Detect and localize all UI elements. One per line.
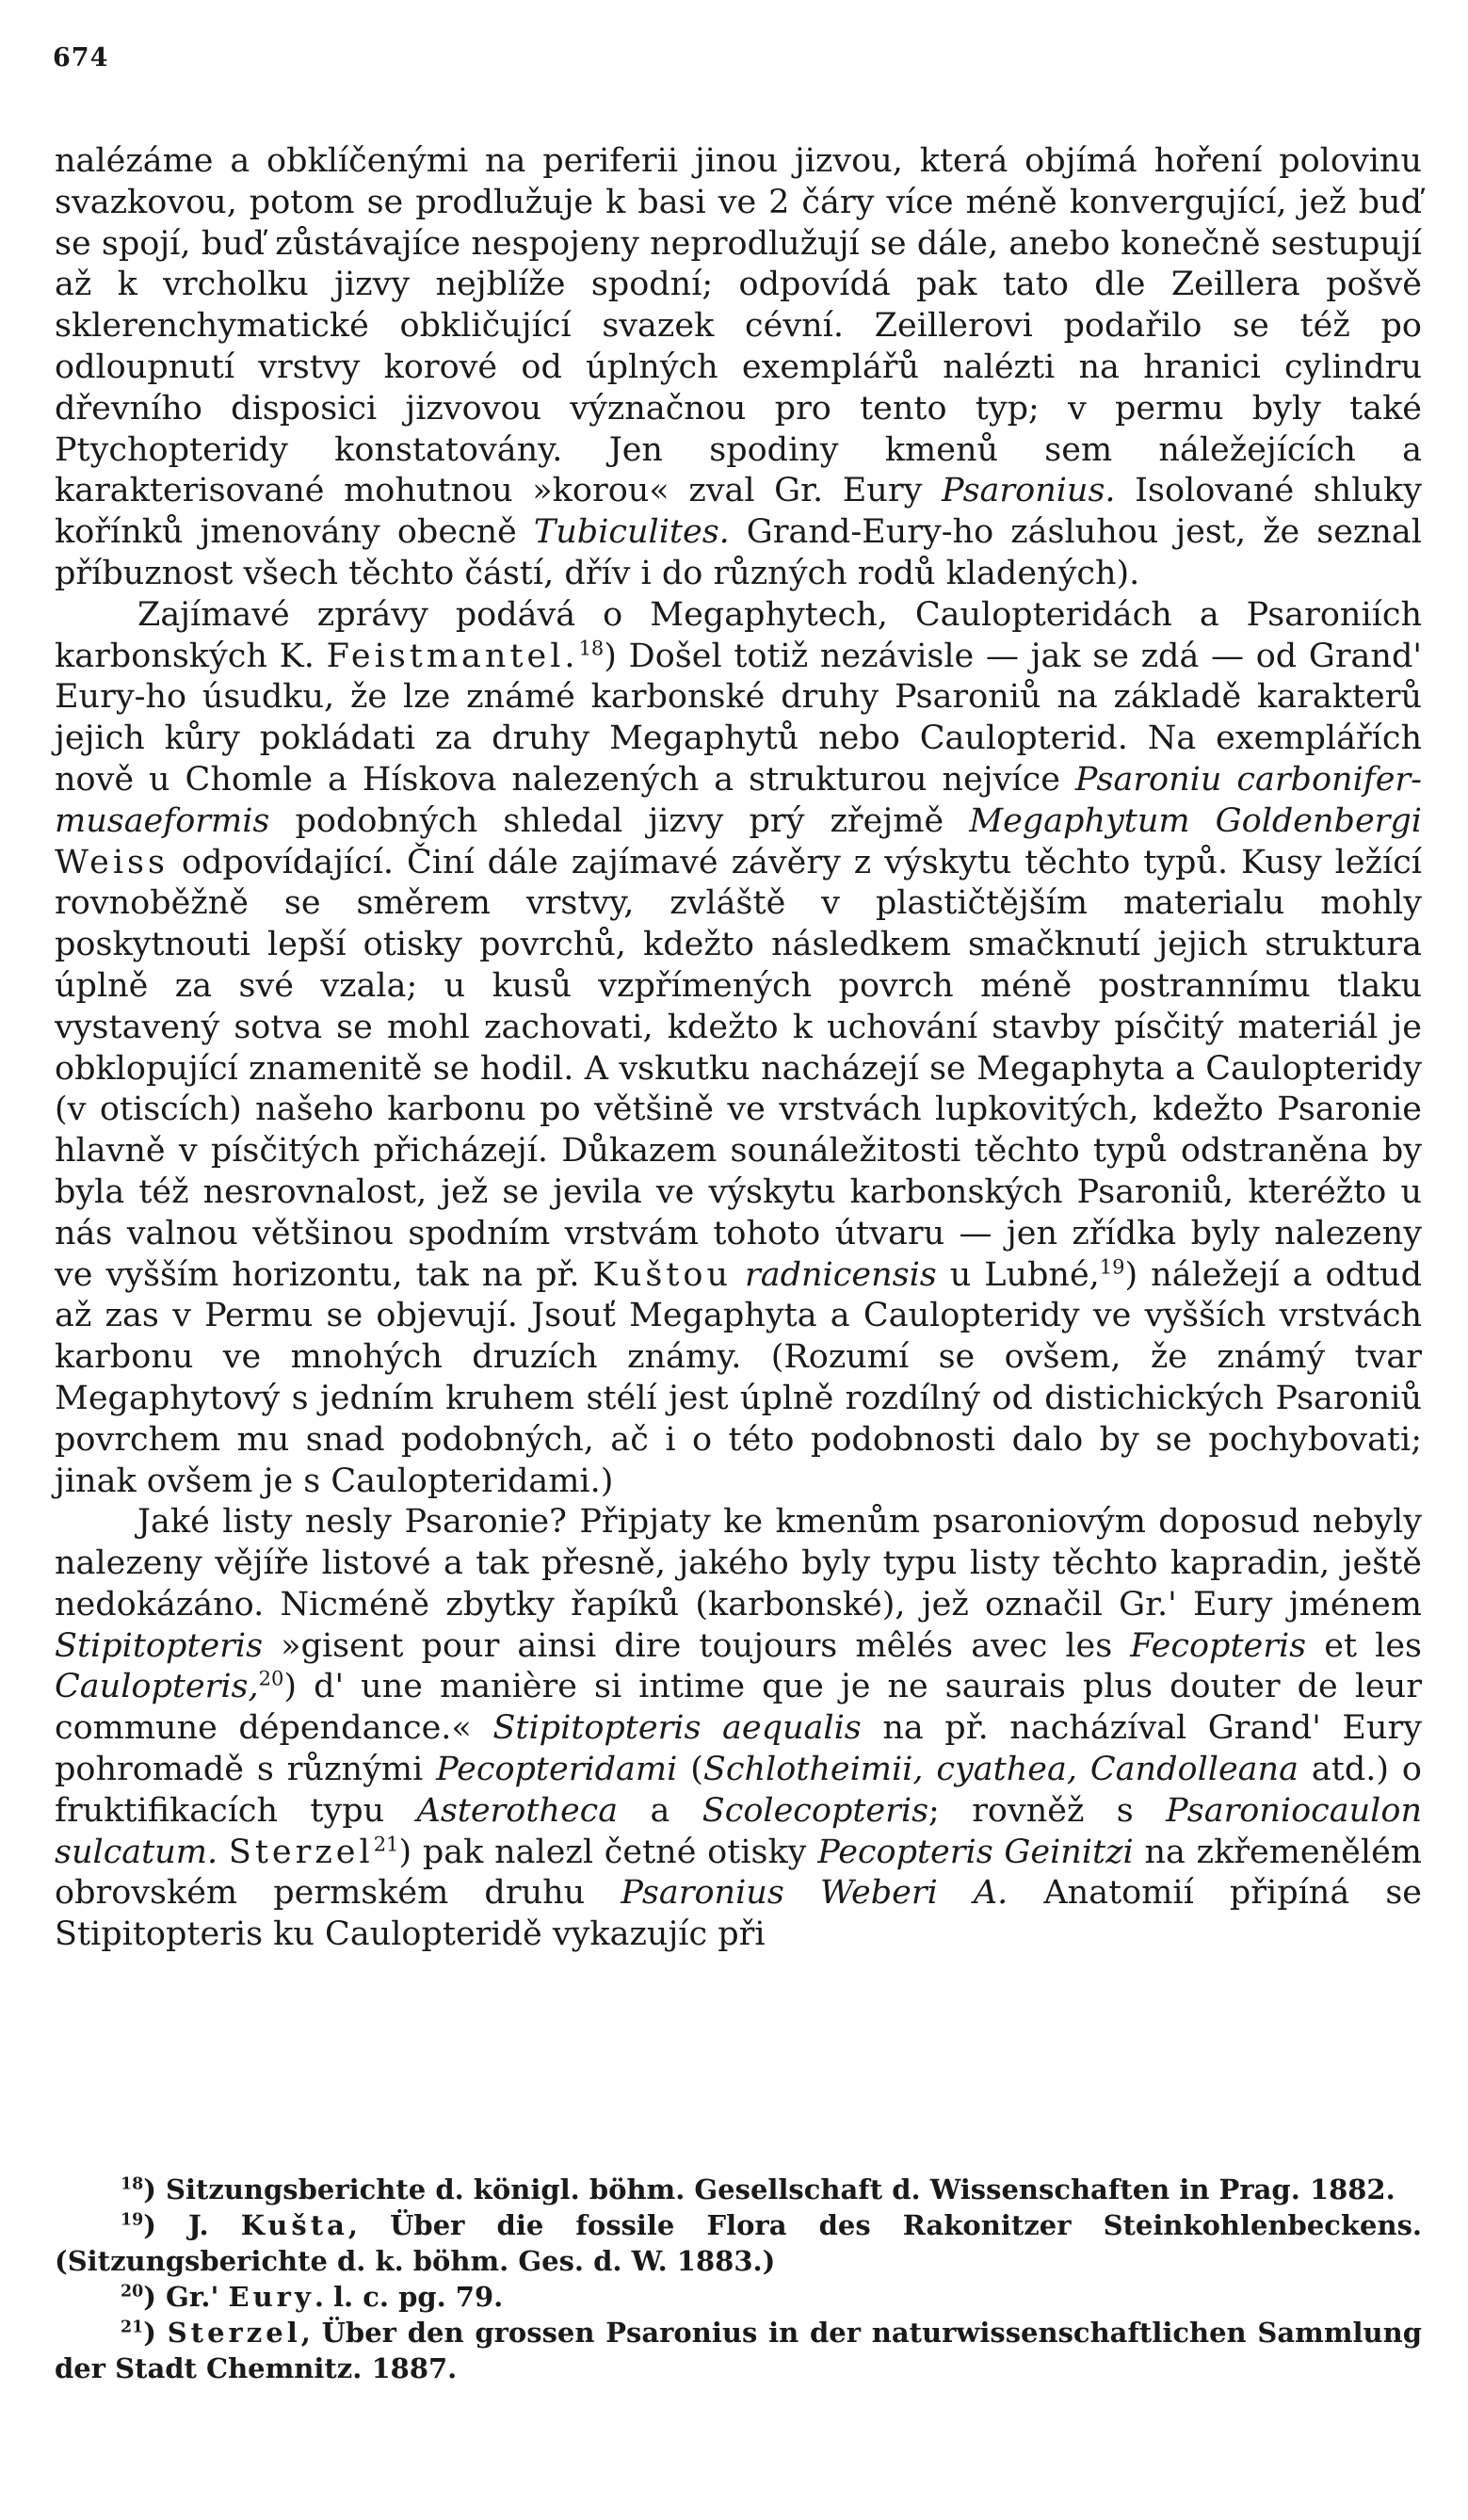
taxon-name: Stipitopteris [55, 1626, 264, 1665]
taxon-name: Scolecopteris [702, 1791, 929, 1830]
taxon-name: Schlotheimii, cyathea, Candolleana [702, 1751, 1299, 1789]
taxon-name: Stipitopteris aequalis [492, 1709, 862, 1748]
taxon-name: Fecopteris [1130, 1626, 1307, 1665]
taxon-name: Pecopteris Geinitzi [817, 1833, 1134, 1871]
taxon-name: Psaronius Weberi A. [621, 1874, 1008, 1913]
author-name: Feistmantel. [326, 637, 579, 675]
footnote-ref: 19 [1099, 1254, 1125, 1278]
footnote-21: $^{21}$) Sterzel, Über den grossen Psaronius in der naturwissenschaftlichen Sammlung der Stadt Chemnitz. 1887. [55, 2317, 1422, 2384]
taxon-name: radnicensis [745, 1255, 937, 1294]
page-number: 674 [53, 43, 109, 73]
taxon-name: Asterotheca [416, 1791, 619, 1830]
footnote-ref: 21 [373, 1833, 399, 1856]
footnote-ref: 20 [258, 1667, 284, 1690]
taxon-name: Megaphytum Goldenbergi [969, 801, 1422, 840]
paragraph-1: nalézáme a obklíčenými na periferii jinou jizvou, která objímá hoření polovinu svazkovou, potom se prodlužuje k basi ve 2 čáry více méně konvergující, jež buď se spojí, buď zůstávajíce nespojeny neprodlužují se dále, anebo konečně sestupují až k vrcholku jizvy nejblíže spodní; odpovídá pak tato dle Zeillera pošvě sklerenchymatické obkličující svazek cévní. Zeillerovi podařilo se též po odloupnutí vrstvy korové od úplných exemplářů nalézti na hranici cylindru dřevního disposici jizvovou význačnou pro tento typ; v permu byly také Ptychopteridy konstatovány. Jen spodiny kmenů sem náležejících a karakterisované mohutnou »korou« zval Gr. Eury Psaronius. Isolované shluky kořínků jmenovány obecně Tubiculites. Grand-Eury-ho zásluhou jest, že seznal příbuznost všech těchto částí, dřív i do různých rodů kladených). [55, 142, 1422, 592]
author-name: Weiss [55, 843, 169, 881]
taxon-name: Pecopteridami [436, 1751, 678, 1789]
footnote-19: $^{19}$) J. Kušta, Über die fossile Flora des Rakonitzer Steinkohlenbeckens. (Sitzungsberichte d. k. böhm. Ges. d. W. 1883.) [55, 2209, 1422, 2277]
footnote-20: $^{20}$) Gr.' Eury. l. c. pg. 79. [121, 2281, 504, 2313]
author-name: Kuštou [592, 1255, 733, 1294]
paragraph-2: Zajímavé zprávy podává o Megaphytech, Caulopteridách a Psaroniích karbonských K. Feistmantel.$^{18}$) Došel totiž nezávisle — jak se zdá — od Grand' Eury-ho úsudku, že lze známé karbonské druhy Psaroniů na základě karakterů jejich kůry pokládati za druhy Megaphytů nebo Caulopterid. Na exemplářích nově u Chomle a Hískova nalezených a strukturou nejvíce Psaroniu carbonifer-musaeformis podobných shledal jizvy prý zřejmě Megaphytum Goldenbergi Weiss odpovídající. Činí dále zajímavé závěry z výskytu těchto typů. Kusy ležící rovnoběžně se směrem vrstvy, zvláště v plastičtějším materialu mohly poskytnouti lepší otisky povrchů, kdežto následkem smačknutí jejich struktura úplně za své vzala; u kusů vzpřímených povrch méně postrannímu tlaku vystavený sotva se mohl zachovati, kdežto k uchování stavby písčitý materiál je obklopující znamenitě se hodil. A vskutku nacházejí se Megaphyta a Caulopteridy (v otiscích) našeho karbonu po většině ve vrstvách lupkovitých, kdežto Psaronie hlavně v písčitých přicházejí. Důkazem sounáležitosti těchto typů odstraněna by byla též nesrovnalost, jež se jevila ve výskytu karbonských Psaroniů, kteréžto u nás valnou většinou spodním vrstvám tohoto útvaru — jen zřídka byly nalezeny ve vyšším horizontu, tak na př. Kuštou radnicensis u Lubné,$^{19}$) náležejí a odtud až zas v Permu se objevují. Jsouť Megaphyta a Caulopteridy ve vyšších vrstvách karbonu ve mnohých druzích známy. (Rozumí se ovšem, že známý tvar Megaphytový s jedním kruhem stélí jest úplně rozdílný od distichických Psaroniů povrchem mu snad podobných, ač i o této podobnosti dalo by se pochybovati; jinak ovšem je s Caulopteridami.) [55, 595, 1422, 1500]
author-name: Sterzel [228, 1833, 374, 1871]
taxon-name: Tubiculites. [533, 513, 730, 552]
footnote-18: $^{18}$) Sitzungsberichte d. königl. böhm. Gesellschaft d. Wissenschaften in Prag. 1882. [121, 2173, 1395, 2205]
paragraph-3: Jaké listy nesly Psaronie? Připjaty ke kmenům psaroniovým doposud nebyly nalezeny vějíře listové a tak přesně, jakého byly typu listy těchto kapradin, ještě nedokázáno. Nicméně zbytky řapíků (karbonské), jež označil Gr.' Eury jménem Stipitopteris »gisent pour ainsi dire toujours mêlés avec les Fecopteris et les Caulopteris,$^{20}$) d' une manière si intime que je ne saurais plus douter de leur commune dépendance.« Stipitopteris aequalis na př. nacházíval Grand' Eury pohromadě s různými Pecopteridami (Schlotheimii, cyathea, Candolleana atd.) o fruktifikacích typu Asterotheca a Scolecopteris; rovněž s Psaroniocaulon sulcatum. Sterzel$^{21}$) pak nalezl četné otisky Pecopteris Geinitzi na zkřemenělém obrovském permském druhu Psaronius Weberi A. Anatomií připíná se Stipitopteris ku Caulopteridě vykazujíc při [55, 1503, 1422, 1954]
taxon-name: Psaronius. [941, 472, 1116, 510]
taxon-name: Caulopteris, [55, 1668, 259, 1706]
taxon-name: Psaroniu carbonifer-musaeformis [55, 760, 1422, 840]
footnotes [55, 2172, 1422, 2386]
footnote-ref: 18 [578, 636, 605, 659]
body-text [55, 141, 1422, 1956]
taxon-name: Psaroniocaulon sulcatum. [55, 1791, 1422, 1871]
